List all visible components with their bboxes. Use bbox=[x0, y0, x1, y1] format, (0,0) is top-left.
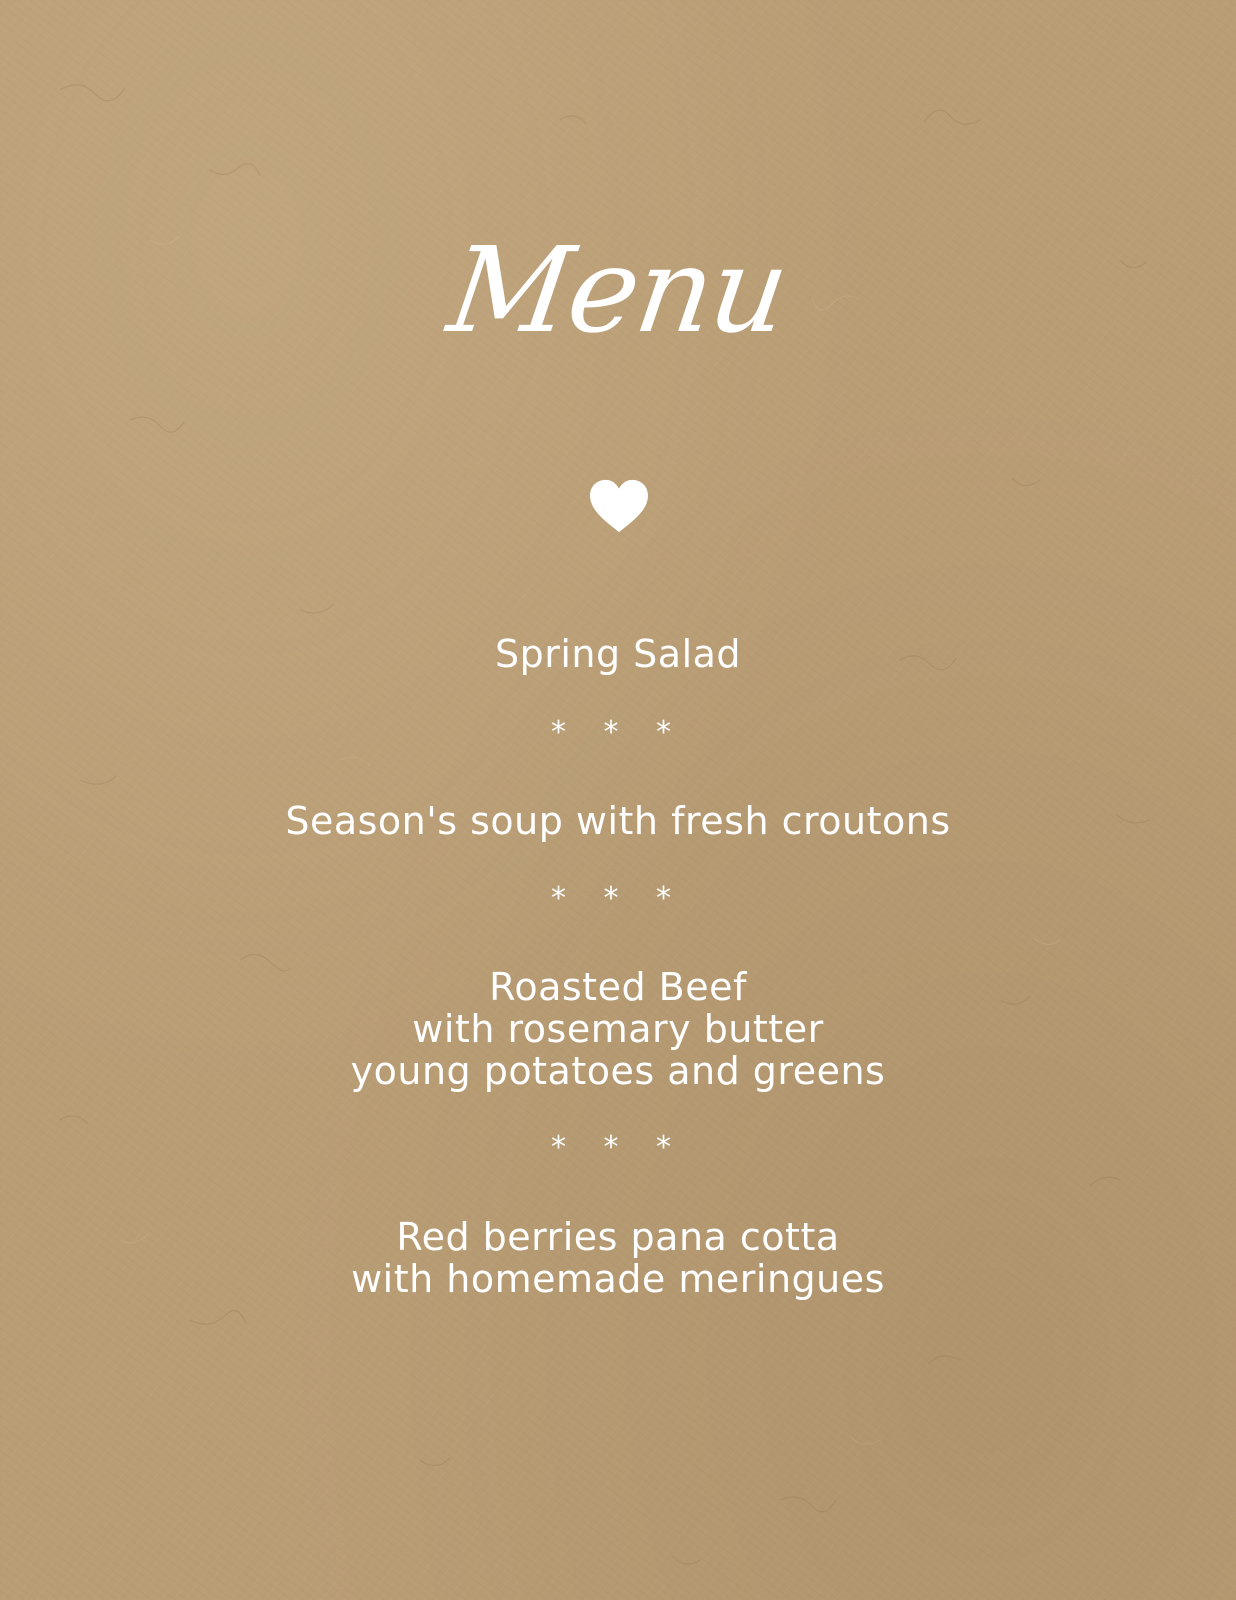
course-4-line-1: Red berries pana cotta bbox=[396, 1215, 840, 1259]
course-2-line-1: Season's soup with fresh croutons bbox=[285, 799, 951, 843]
course-separator-3: * * * bbox=[550, 1130, 686, 1165]
heart-icon bbox=[588, 478, 650, 534]
course-separator-2: * * * bbox=[550, 881, 686, 916]
course-3-line-2: with rosemary butter bbox=[412, 1007, 824, 1051]
course-3-line-3: young potatoes and greens bbox=[350, 1049, 886, 1093]
course-separator-1: * * * bbox=[550, 715, 686, 750]
course-4-line-2: with homemade meringues bbox=[351, 1257, 885, 1301]
menu-title: Menu bbox=[440, 221, 796, 359]
course-3-line-1: Roasted Beef bbox=[489, 965, 747, 1009]
course-1-line-1: Spring Salad bbox=[494, 632, 742, 676]
